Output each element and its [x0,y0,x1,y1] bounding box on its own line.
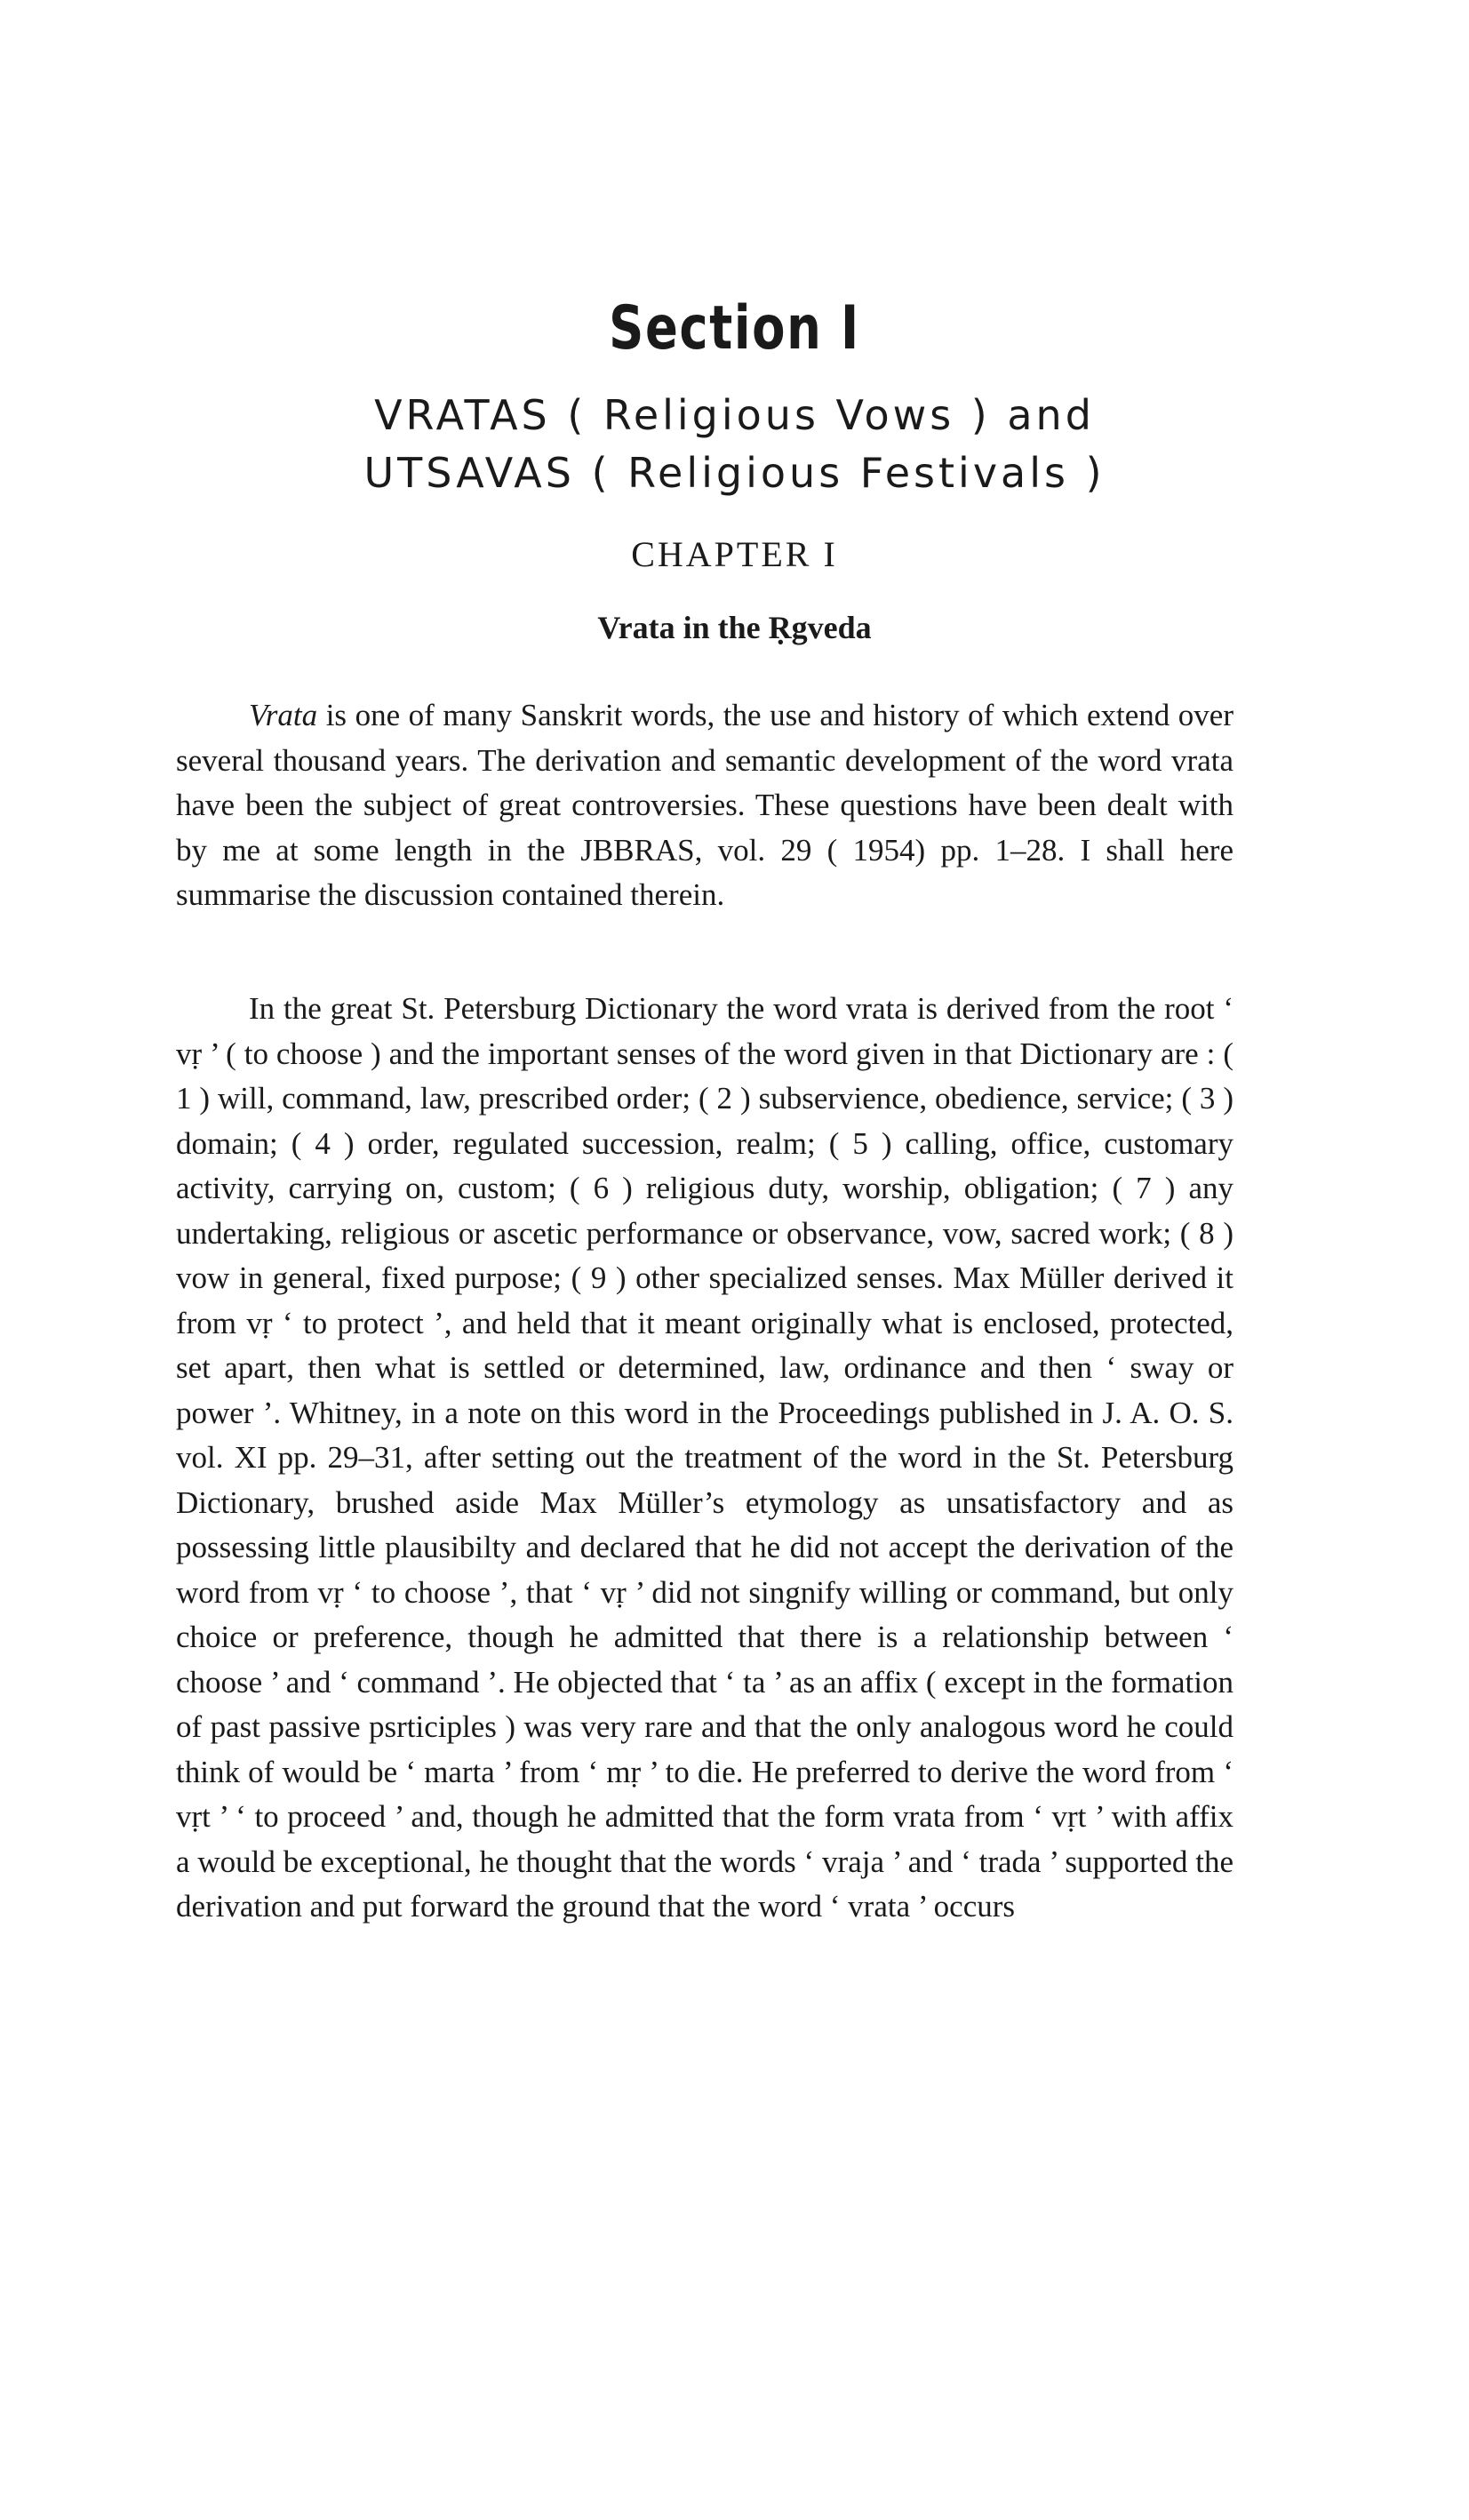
title-line-2: UTSAVAS ( Religious Festivals ) [363,449,1106,497]
paragraph-1-lead: Vrata [249,698,318,732]
paragraph-2-text: In the great St. Petersburg Dictionary the word vrata is derived from the root ‘ vṛ ’ ( to choose ) and the important senses of the word given in that Dictionary are : ( 1 ) will, command, law, prescribed order; ( 2 ) subservience, obedience, service; ( 3 ) domain; ( 4 ) order, regulated succession, realm; ( 5 ) calling, office, customary activity, carrying on, custom; ( 6 ) religious duty, worship, obligation; ( 7 ) any undertaking, religious or ascetic performance or observance, vow, sacred work; ( 8 ) vow in general, fixed purpose; ( 9 ) other specialized senses. Max Müller derived it from vṛ ‘ to protect ’, and held that it meant originally what is enclosed, protected, set apart, then what is settled or determined, law, ordinance and then ‘ sway or power ’. Whitney, in a note on this word in the Proceedings published in J. A. O. S. vol. XI pp. 29–31, after setting out the treatment of the word in the St. Petersburg Dictionary, brushed aside Max Müller’s etymology as unsatisfactory and as possessing little plausibilty and declared that he did not accept the derivation of the word from vṛ ‘ to choose ’, that ‘ vṛ ’ did not singnify willing or command, but only choice or preference, though he admitted that there is a relationship between ‘ choose ’ and ‘ command ’. He objected that ‘ ta ’ as an affix ( except in the formation of past passive psrticiples ) was very rare and that the only analogous word he could think of would be ‘ marta ’ from ‘ mṛ ’ to die. He preferred to derive the word from ‘ vṛt ’ ‘ to proceed ’ and, though he admitted that the form vrata from ‘ vṛt ’ with affix a would be exceptional, he thought that the words ‘ vraja ’ and ‘ trada ’ supported the derivation and put forward the ground that the word ‘ vrata ’ occurs [176,991,1233,1924]
chapter-subtitle: Vrata in the Ṛgveda [597,610,872,645]
paragraph-1-text: is one of many Sanskrit words, the use and history of which extend over several thousand years. The derivation and semantic development of the word vrata have been the subject of great controversies. These questions have been dealt with by me at some length in the JBBRAS, vol. 29 ( 1954) pp. 1–28. I shall here summarise the discussion contained therein. [176,698,1233,912]
title-line-1: VRATAS ( Religious Vows ) and [374,391,1095,439]
chapter-label: CHAPTER I [631,534,838,574]
paragraph-2 [176,987,1233,1930]
paragraph-1 [176,693,1233,918]
section-heading: Section I [609,293,860,364]
